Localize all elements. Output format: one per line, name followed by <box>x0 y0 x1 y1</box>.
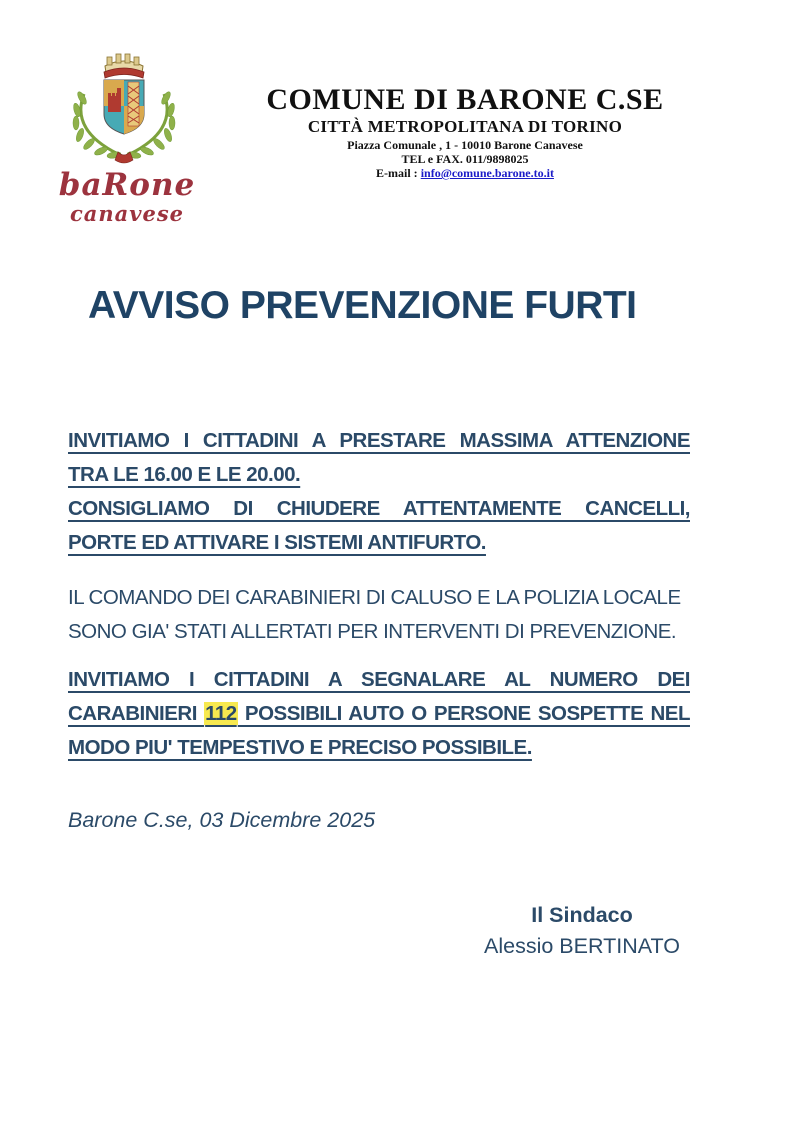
page-title: AVVISO PREVENZIONE FURTI <box>88 284 637 327</box>
crown-icon <box>104 54 144 78</box>
letterhead <box>225 84 705 180</box>
signer-name: Alessio BERTINATO <box>484 934 680 958</box>
paragraph-line: IL COMANDO DEI CARABINIERI DI CALUSO E LA POLIZIA LOCALE <box>68 586 681 609</box>
signature-block <box>458 900 706 962</box>
logotype-line1: baRone <box>58 167 196 203</box>
shield-icon <box>104 80 144 134</box>
signer-role: Il Sindaco <box>531 903 633 927</box>
address-line: Piazza Comunale , 1 - 10010 Barone Canavese <box>347 138 583 152</box>
paragraph-line-highlighted <box>68 697 690 731</box>
municipal-coat-of-arms-icon <box>62 52 186 170</box>
paragraph-line: CONSIGLIAMO DI CHIUDERE ATTENTAMENTE CANCELLI, <box>68 497 690 520</box>
paragraph-line: SONO GIA' STATI ALLERTATI PER INTERVENTI DI PREVENZIONE. <box>68 620 677 643</box>
municipality-name: COMUNE DI BARONE C.SE <box>266 83 664 116</box>
paragraph-attention <box>68 424 690 560</box>
emergency-number-highlight: 112 <box>205 702 237 725</box>
paragraph-line: INVITIAMO I CITTADINI A SEGNALARE AL NUMERO DEI <box>68 668 690 691</box>
paragraph-line: TRA LE 16.00 E LE 20.00. <box>68 463 301 486</box>
email-link[interactable]: info@comune.barone.to.it <box>420 166 554 180</box>
paragraph-report-112 <box>68 663 690 765</box>
metropolitan-city-line: CITTÀ METROPOLITANA DI TORINO <box>307 117 623 136</box>
email-line <box>225 166 705 180</box>
line2-suffix: POSSIBILI AUTO O PERSONE SOSPETTE NEL <box>237 702 690 725</box>
logotype-line2: canavese <box>69 201 184 226</box>
paragraph-line: MODO PIU' TEMPESTIVO E PRECISO POSSIBILE. <box>68 736 532 759</box>
dateline: Barone C.se, 03 Dicembre 2025 <box>68 808 376 832</box>
line2-prefix: CARABINIERI <box>68 702 205 725</box>
email-label: E-mail : <box>376 166 421 180</box>
paragraph-line: INVITIAMO I CITTADINI A PRESTARE MASSIMA ATTENZIONE <box>68 429 690 452</box>
phone-line: TEL e FAX. 011/9898025 <box>401 152 529 166</box>
logotype <box>52 168 202 226</box>
paragraph-line: PORTE ED ATTIVARE I SISTEMI ANTIFURTO. <box>68 531 486 554</box>
paragraph-carabinieri <box>68 581 690 649</box>
